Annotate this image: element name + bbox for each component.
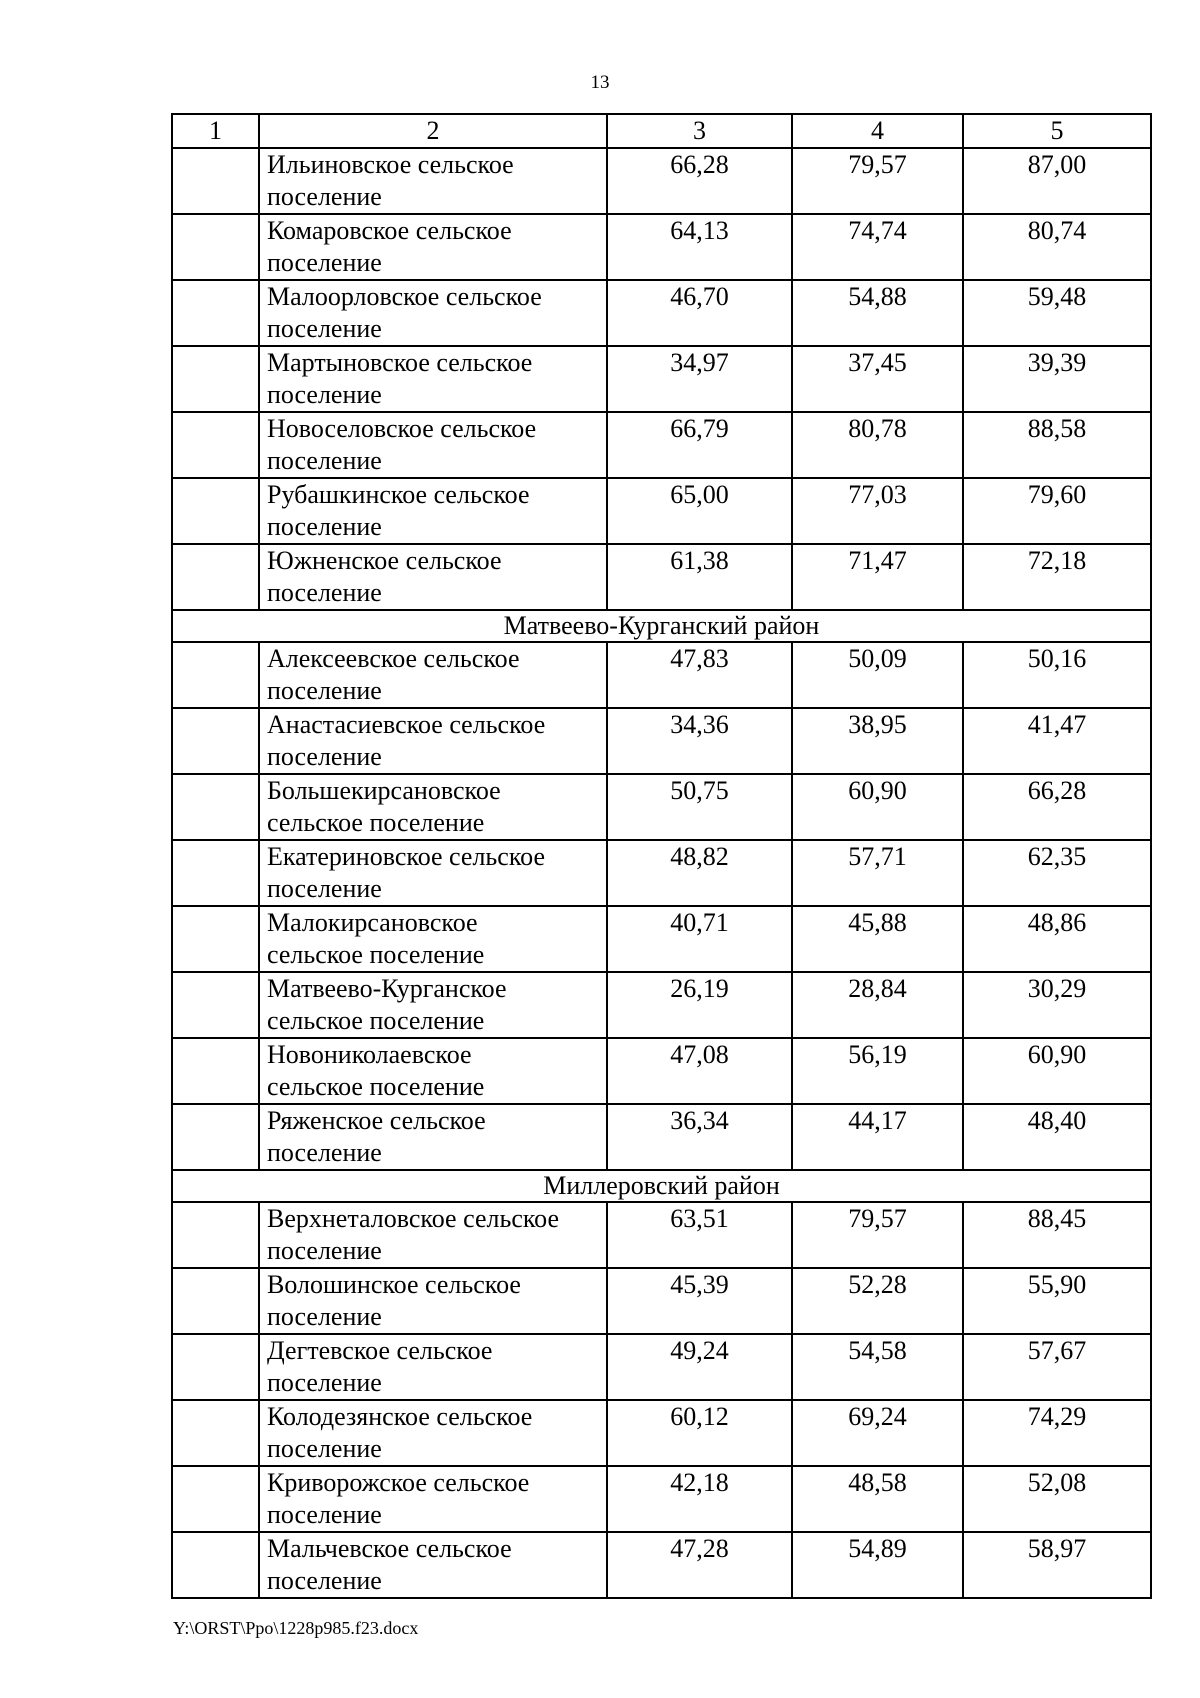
table-row xyxy=(172,1104,1151,1170)
table-row xyxy=(172,1466,1151,1532)
row-number-cell xyxy=(172,840,259,906)
settlement-name-cell xyxy=(259,1202,607,1268)
value-cell-c4: 50,09 xyxy=(792,642,963,708)
table-row xyxy=(172,774,1151,840)
settlement-name-line: поселение xyxy=(267,1302,382,1331)
row-number-cell xyxy=(172,544,259,610)
value-cell-c5: 60,90 xyxy=(963,1038,1151,1104)
settlement-name-line: поселение xyxy=(267,380,382,409)
settlement-name-line: поселение xyxy=(267,1566,382,1595)
value-cell-c3: 66,79 xyxy=(607,412,792,478)
settlement-name-line: сельское поселение xyxy=(267,808,485,837)
header-cell: 4 xyxy=(792,114,963,148)
table-row xyxy=(172,148,1151,214)
settlement-name-cell xyxy=(259,1038,607,1104)
value-cell-c3: 42,18 xyxy=(607,1466,792,1532)
settlement-name-cell xyxy=(259,840,607,906)
value-cell-c3: 26,19 xyxy=(607,972,792,1038)
table-row xyxy=(172,412,1151,478)
settlement-name-cell xyxy=(259,1104,607,1170)
value-cell-c3: 40,71 xyxy=(607,906,792,972)
value-cell-c5: 66,28 xyxy=(963,774,1151,840)
settlement-name-line: Мартыновское сельское xyxy=(267,348,533,377)
settlement-name-line: Колодезянское сельское xyxy=(267,1402,533,1431)
settlement-name-line: поселение xyxy=(267,676,382,705)
table-row xyxy=(172,972,1151,1038)
settlement-name-cell xyxy=(259,346,607,412)
header-cell: 2 xyxy=(259,114,607,148)
settlement-name-line: поселение xyxy=(267,1138,382,1167)
value-cell-c3: 47,83 xyxy=(607,642,792,708)
row-number-cell xyxy=(172,1104,259,1170)
settlement-name-line: Волошинское сельское xyxy=(267,1270,521,1299)
settlement-name-line: Криворожское сельское xyxy=(267,1468,530,1497)
value-cell-c3: 66,28 xyxy=(607,148,792,214)
value-cell-c4: 28,84 xyxy=(792,972,963,1038)
value-cell-c4: 56,19 xyxy=(792,1038,963,1104)
data-table xyxy=(171,113,1152,1599)
table-header-row xyxy=(172,114,1151,148)
settlement-name-line: Екатериновское сельское xyxy=(267,842,545,871)
settlement-name-line: Дегтевское сельское xyxy=(267,1336,493,1365)
district-name: Миллеровский район xyxy=(172,1170,1151,1202)
value-cell-c5: 48,86 xyxy=(963,906,1151,972)
value-cell-c4: 57,71 xyxy=(792,840,963,906)
settlement-name-cell xyxy=(259,1400,607,1466)
settlement-name-line: сельское поселение xyxy=(267,940,485,969)
value-cell-c5: 58,97 xyxy=(963,1532,1151,1598)
value-cell-c5: 62,35 xyxy=(963,840,1151,906)
settlement-name-line: Верхнеталовское сельское xyxy=(267,1204,560,1233)
settlement-name-cell xyxy=(259,280,607,346)
table-row xyxy=(172,280,1151,346)
row-number-cell xyxy=(172,1038,259,1104)
settlement-name-line: Мальчевское сельское xyxy=(267,1534,512,1563)
settlement-name-cell xyxy=(259,412,607,478)
table-row xyxy=(172,708,1151,774)
value-cell-c5: 52,08 xyxy=(963,1466,1151,1532)
table-row xyxy=(172,544,1151,610)
settlement-name-line: Рубашкинское сельское xyxy=(267,480,530,509)
row-number-cell xyxy=(172,1400,259,1466)
value-cell-c4: 37,45 xyxy=(792,346,963,412)
settlement-name-line: поселение xyxy=(267,446,382,475)
settlement-name-line: сельское поселение xyxy=(267,1006,485,1035)
value-cell-c4: 54,89 xyxy=(792,1532,963,1598)
value-cell-c4: 69,24 xyxy=(792,1400,963,1466)
district-header-row xyxy=(172,610,1151,642)
settlement-name-cell xyxy=(259,972,607,1038)
row-number-cell xyxy=(172,972,259,1038)
row-number-cell xyxy=(172,478,259,544)
table-row xyxy=(172,1400,1151,1466)
settlement-name-cell xyxy=(259,1334,607,1400)
row-number-cell xyxy=(172,774,259,840)
value-cell-c5: 88,45 xyxy=(963,1202,1151,1268)
settlement-name-line: поселение xyxy=(267,1434,382,1463)
value-cell-c4: 38,95 xyxy=(792,708,963,774)
value-cell-c3: 47,28 xyxy=(607,1532,792,1598)
value-cell-c4: 52,28 xyxy=(792,1268,963,1334)
settlement-name-cell xyxy=(259,544,607,610)
value-cell-c5: 80,74 xyxy=(963,214,1151,280)
value-cell-c5: 50,16 xyxy=(963,642,1151,708)
settlement-name-cell xyxy=(259,906,607,972)
row-number-cell xyxy=(172,280,259,346)
settlement-name-cell xyxy=(259,1268,607,1334)
row-number-cell xyxy=(172,906,259,972)
value-cell-c4: 45,88 xyxy=(792,906,963,972)
value-cell-c5: 59,48 xyxy=(963,280,1151,346)
value-cell-c4: 74,74 xyxy=(792,214,963,280)
district-header-row xyxy=(172,1170,1151,1202)
settlement-name-cell xyxy=(259,478,607,544)
value-cell-c5: 30,29 xyxy=(963,972,1151,1038)
settlement-name-line: поселение xyxy=(267,578,382,607)
value-cell-c5: 72,18 xyxy=(963,544,1151,610)
value-cell-c5: 41,47 xyxy=(963,708,1151,774)
settlement-name-line: Матвеево-Курганское xyxy=(267,974,507,1003)
value-cell-c4: 60,90 xyxy=(792,774,963,840)
settlement-name-line: поселение xyxy=(267,248,382,277)
value-cell-c3: 60,12 xyxy=(607,1400,792,1466)
settlement-name-line: Малоорловское сельское xyxy=(267,282,542,311)
table-row xyxy=(172,214,1151,280)
value-cell-c4: 54,58 xyxy=(792,1334,963,1400)
value-cell-c3: 48,82 xyxy=(607,840,792,906)
settlement-name-line: Южненское сельское xyxy=(267,546,502,575)
settlement-name-cell xyxy=(259,708,607,774)
settlement-name-line: поселение xyxy=(267,874,382,903)
value-cell-c3: 46,70 xyxy=(607,280,792,346)
header-cell: 3 xyxy=(607,114,792,148)
value-cell-c5: 57,67 xyxy=(963,1334,1151,1400)
value-cell-c3: 65,00 xyxy=(607,478,792,544)
settlement-name-line: поселение xyxy=(267,512,382,541)
settlement-name-line: Ряженское сельское xyxy=(267,1106,486,1135)
row-number-cell xyxy=(172,642,259,708)
settlement-name-line: поселение xyxy=(267,1236,382,1265)
row-number-cell xyxy=(172,346,259,412)
settlement-name-cell xyxy=(259,214,607,280)
value-cell-c5: 79,60 xyxy=(963,478,1151,544)
row-number-cell xyxy=(172,1268,259,1334)
district-name: Матвеево-Курганский район xyxy=(172,610,1151,642)
value-cell-c3: 61,38 xyxy=(607,544,792,610)
page-number: 13 xyxy=(590,72,610,93)
value-cell-c3: 36,34 xyxy=(607,1104,792,1170)
value-cell-c5: 39,39 xyxy=(963,346,1151,412)
row-number-cell xyxy=(172,412,259,478)
row-number-cell xyxy=(172,148,259,214)
value-cell-c4: 48,58 xyxy=(792,1466,963,1532)
settlement-name-line: Малокирсановское xyxy=(267,908,478,937)
file-path-footer: Y:\ORST\Ppo\1228p985.f23.docx xyxy=(173,1618,419,1638)
settlement-name-line: поселение xyxy=(267,1368,382,1397)
value-cell-c5: 74,29 xyxy=(963,1400,1151,1466)
settlement-name-cell xyxy=(259,148,607,214)
settlement-name-line: поселение xyxy=(267,1500,382,1529)
settlement-name-line: Большекирсановское xyxy=(267,776,501,805)
table-row xyxy=(172,478,1151,544)
table-row xyxy=(172,1268,1151,1334)
value-cell-c5: 48,40 xyxy=(963,1104,1151,1170)
table-row xyxy=(172,906,1151,972)
settlement-name-line: Ильиновское сельское xyxy=(267,150,514,179)
table-row xyxy=(172,1532,1151,1598)
settlement-name-cell xyxy=(259,774,607,840)
value-cell-c5: 55,90 xyxy=(963,1268,1151,1334)
row-number-cell xyxy=(172,1532,259,1598)
value-cell-c3: 64,13 xyxy=(607,214,792,280)
settlement-name-line: сельское поселение xyxy=(267,1072,485,1101)
settlement-name-line: поселение xyxy=(267,742,382,771)
value-cell-c4: 44,17 xyxy=(792,1104,963,1170)
value-cell-c3: 47,08 xyxy=(607,1038,792,1104)
value-cell-c3: 34,97 xyxy=(607,346,792,412)
value-cell-c3: 45,39 xyxy=(607,1268,792,1334)
value-cell-c4: 77,03 xyxy=(792,478,963,544)
table-row xyxy=(172,840,1151,906)
value-cell-c4: 79,57 xyxy=(792,1202,963,1268)
row-number-cell xyxy=(172,1334,259,1400)
value-cell-c4: 79,57 xyxy=(792,148,963,214)
value-cell-c5: 87,00 xyxy=(963,148,1151,214)
settlement-name-line: Анастасиевское сельское xyxy=(267,710,546,739)
settlement-name-line: Новониколаевское xyxy=(267,1040,472,1069)
table-row xyxy=(172,1038,1151,1104)
settlement-name-cell xyxy=(259,642,607,708)
settlement-name-line: поселение xyxy=(267,314,382,343)
value-cell-c5: 88,58 xyxy=(963,412,1151,478)
value-cell-c3: 63,51 xyxy=(607,1202,792,1268)
table-row xyxy=(172,1202,1151,1268)
table-row xyxy=(172,642,1151,708)
value-cell-c3: 50,75 xyxy=(607,774,792,840)
header-cell: 1 xyxy=(172,114,259,148)
header-cell: 5 xyxy=(963,114,1151,148)
value-cell-c4: 80,78 xyxy=(792,412,963,478)
settlement-name-line: поселение xyxy=(267,182,382,211)
row-number-cell xyxy=(172,708,259,774)
value-cell-c4: 54,88 xyxy=(792,280,963,346)
row-number-cell xyxy=(172,1202,259,1268)
value-cell-c3: 34,36 xyxy=(607,708,792,774)
settlement-name-line: Комаровское сельское xyxy=(267,216,512,245)
settlement-name-line: Алексеевское сельское xyxy=(267,644,520,673)
row-number-cell xyxy=(172,1466,259,1532)
settlement-name-cell xyxy=(259,1466,607,1532)
row-number-cell xyxy=(172,214,259,280)
value-cell-c3: 49,24 xyxy=(607,1334,792,1400)
settlement-name-cell xyxy=(259,1532,607,1598)
settlement-name-line: Новоселовское сельское xyxy=(267,414,537,443)
table-row xyxy=(172,1334,1151,1400)
value-cell-c4: 71,47 xyxy=(792,544,963,610)
table-row xyxy=(172,346,1151,412)
